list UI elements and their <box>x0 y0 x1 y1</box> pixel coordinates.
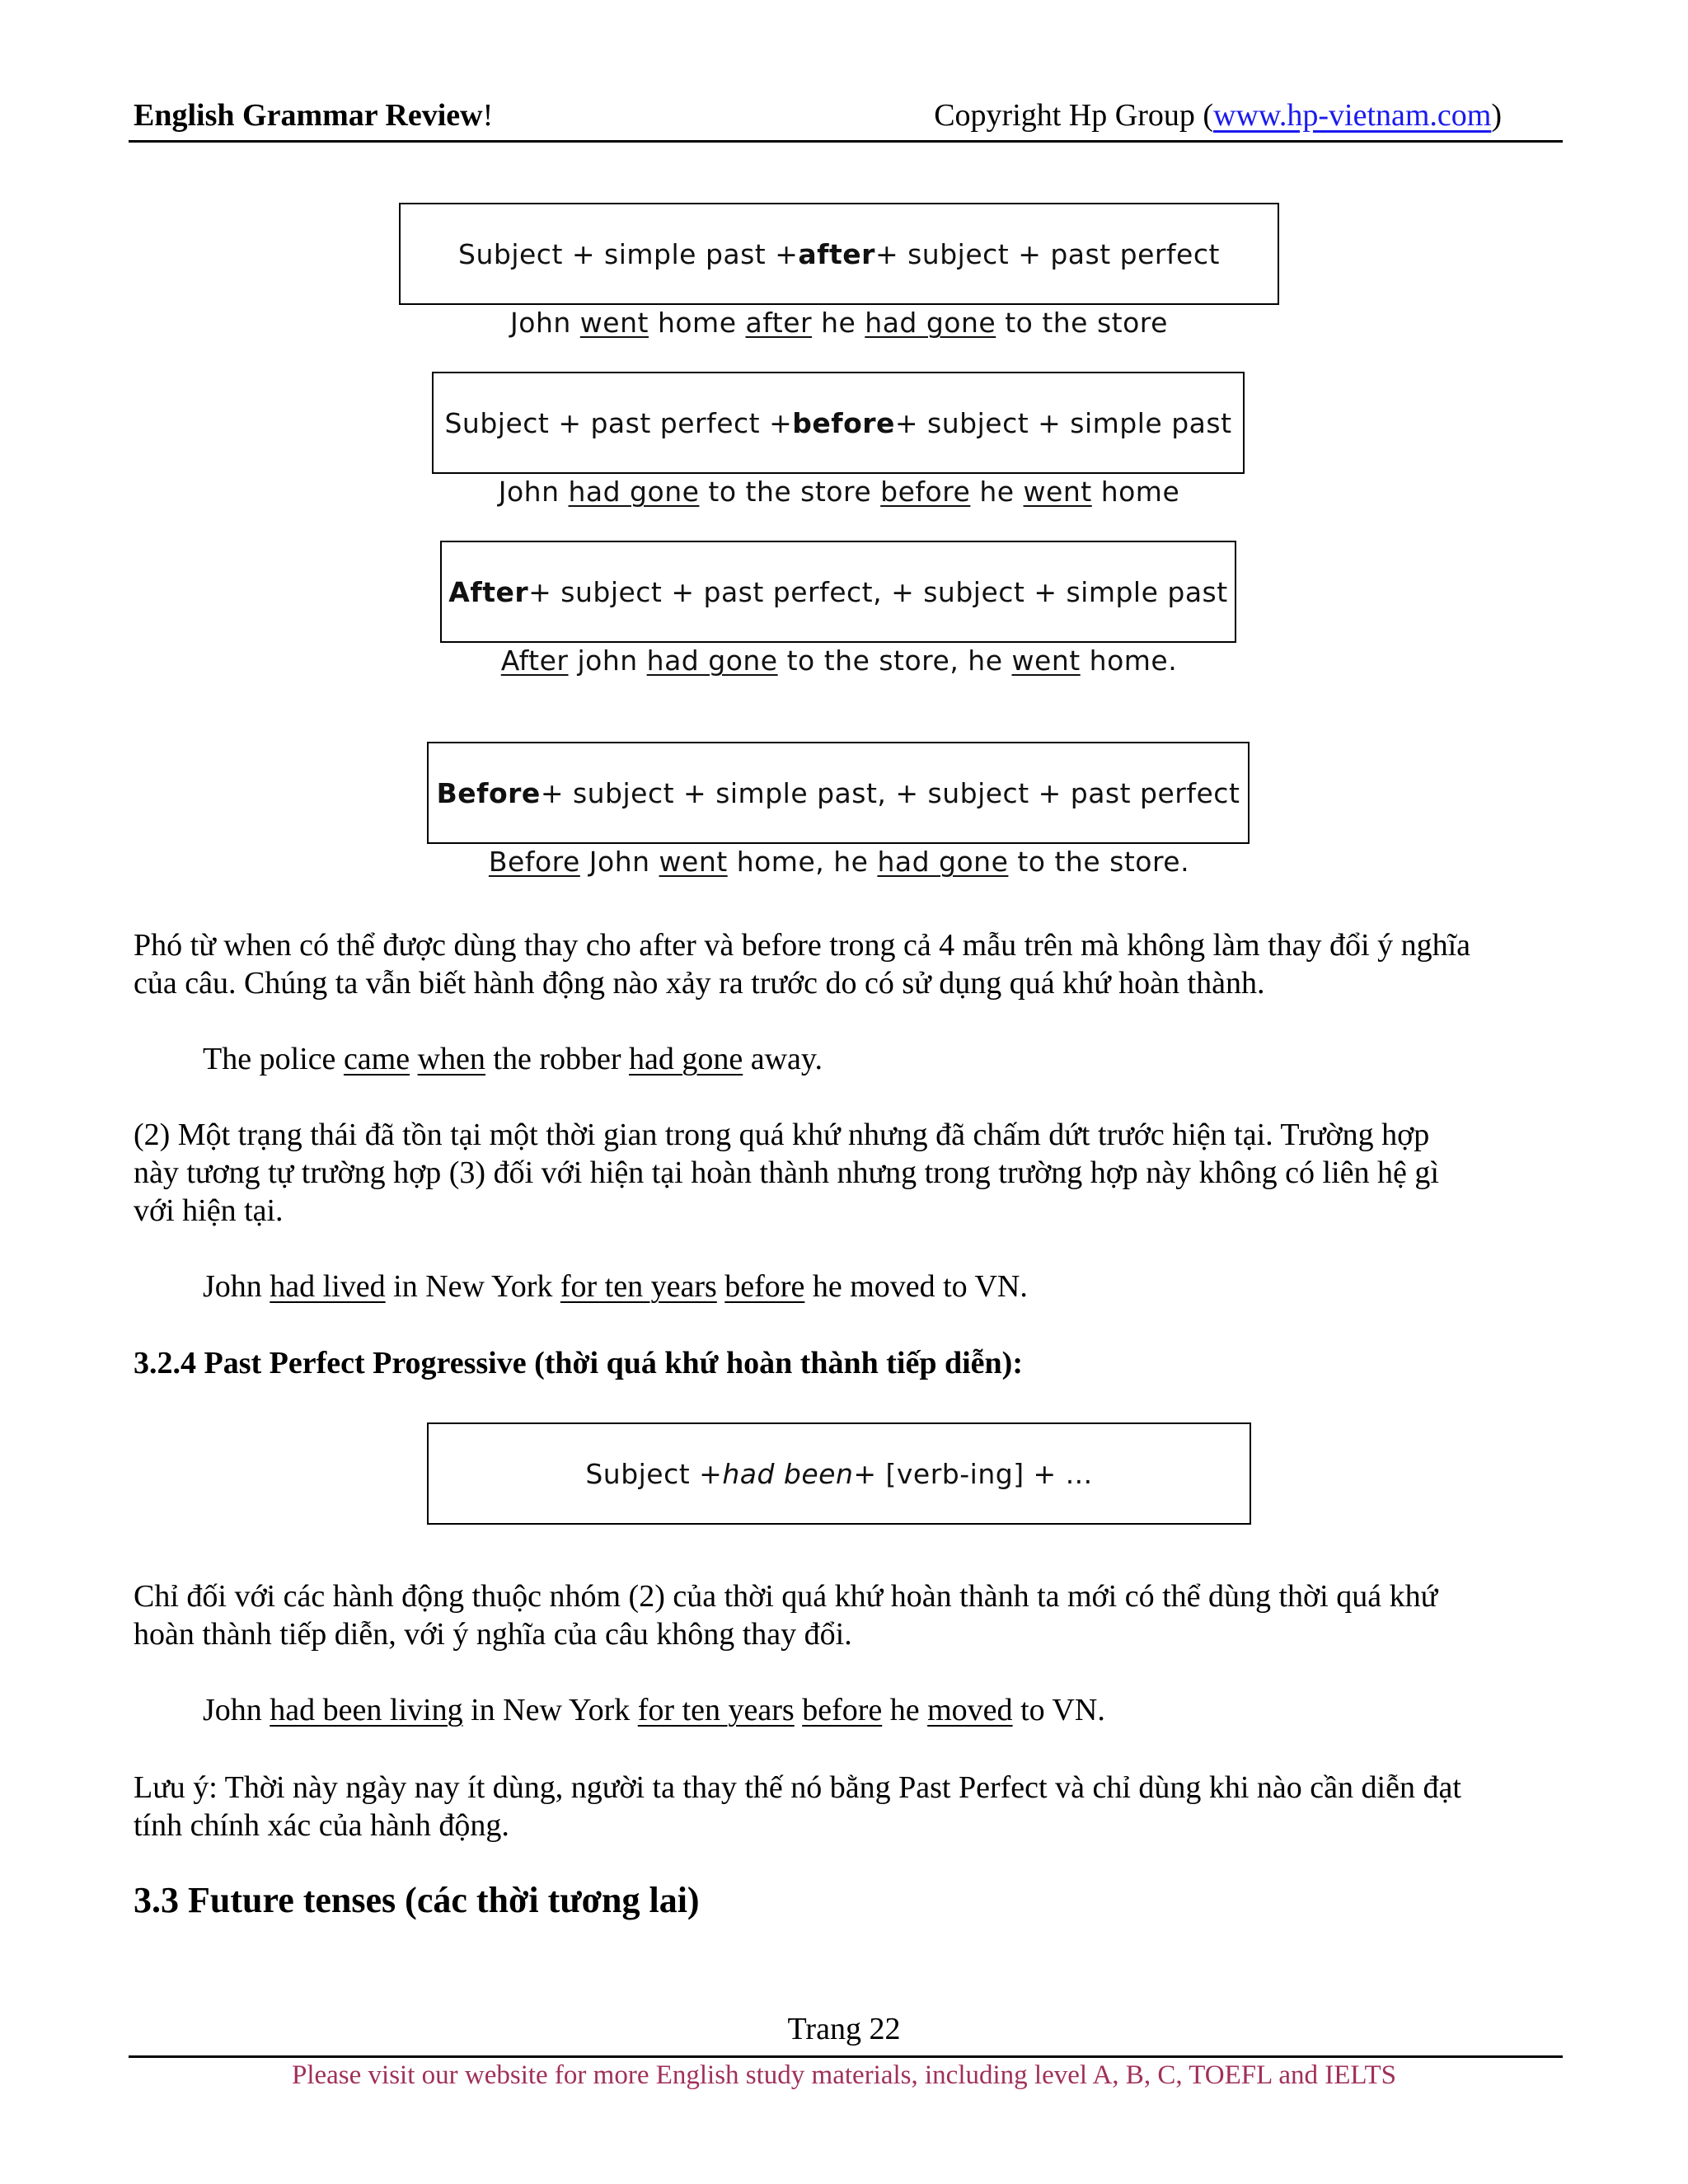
example-text: away. <box>743 1042 823 1076</box>
example-text: john <box>568 644 647 677</box>
example-text: John <box>203 1269 270 1304</box>
example-text: to the store, he <box>777 644 1012 677</box>
copyright-prefix: Copyright Hp Group ( <box>934 98 1213 133</box>
formula-box-after <box>399 203 1279 305</box>
formula-example <box>399 644 1279 677</box>
example-underlined: when <box>417 1042 485 1076</box>
formula-example <box>399 307 1279 339</box>
example-text: John <box>579 846 659 878</box>
example-underlined: before <box>724 1269 805 1304</box>
example-underlined: had gone <box>629 1042 743 1076</box>
example-underlined: after <box>745 307 813 339</box>
paragraph-line: Chỉ đối với các hành động thuộc nhóm (2) của thời quá khứ hoàn thành ta mới có thể dùng thời quá khứ <box>134 1579 1438 1614</box>
example-underlined: had gone <box>877 846 1009 878</box>
example-text: he <box>882 1693 928 1727</box>
example-underlined: went <box>1023 476 1092 508</box>
example-underlined: had lived <box>270 1269 386 1304</box>
formula-example <box>399 846 1279 878</box>
paragraph-when-adverb <box>134 926 1551 1002</box>
example-text: The police <box>203 1042 344 1076</box>
formula-box-past-perfect-progressive <box>427 1422 1251 1525</box>
formula-text: + [verb-ing] + ... <box>853 1457 1093 1490</box>
example-text <box>795 1693 803 1727</box>
example-text: John <box>510 307 580 339</box>
example-text: to the store. <box>1008 846 1190 878</box>
formula-box-before <box>432 372 1245 474</box>
example-underlined: had been living <box>270 1693 463 1727</box>
formula-text: Subject + simple past + <box>458 237 799 270</box>
header-title-suffix: ! <box>482 98 494 133</box>
paragraph-line: hoàn thành tiếp diễn, với ý nghĩa của câu không thay đổi. <box>134 1617 852 1652</box>
example-text: to the store <box>996 307 1168 339</box>
paragraph-line: tính chính xác của hành động. <box>134 1808 509 1843</box>
paragraph-line: của câu. Chúng ta vẫn biết hành động nào xảy ra trước do có sử dụng quá khứ hoàn thành. <box>134 966 1265 1001</box>
example-text: home. <box>1080 644 1178 677</box>
footer-note: Please visit our website for more English study materials, including level A, B, C, TOEFL and IELTS <box>291 2060 1396 2090</box>
paragraph-progressive-usage <box>134 1577 1551 1653</box>
example-text: in New York <box>462 1693 638 1727</box>
paragraph-line: Lưu ý: Thời này ngày nay ít dùng, người ta thay thế nó bằng Past Perfect và chỉ dùng khi nào cần diễn đạt <box>134 1770 1461 1805</box>
example-underlined: for ten years <box>560 1269 717 1304</box>
page-number: Trang 22 <box>787 2012 901 2046</box>
example-text: home <box>648 307 746 339</box>
example-underlined: had gone <box>646 644 778 677</box>
example-underlined: moved <box>927 1693 1013 1727</box>
example-underlined: After <box>500 644 569 677</box>
paragraph-line: (2) Một trạng thái đã tồn tại một thời gian trong quá khứ nhưng đã chấm dứt trước hiện tại. Trường hợp <box>134 1118 1430 1152</box>
example-text <box>410 1042 418 1076</box>
section-heading-3-3: 3.3 Future tenses (các thời tương lai) <box>134 1880 700 1920</box>
formula-example <box>399 476 1279 508</box>
example-text: he <box>812 307 865 339</box>
example-underlined: before <box>880 476 971 508</box>
paragraph-state-past <box>134 1116 1551 1230</box>
footer-divider <box>129 2055 1563 2058</box>
paragraph-line: này tương tự trường hợp (3) đối với hiện tại hoàn thành nhưng trong trường hợp này không có liên hệ gì <box>134 1155 1439 1190</box>
formula-text: + subject + simple past <box>894 406 1232 439</box>
example-underlined: went <box>579 307 649 339</box>
paragraph-note <box>134 1769 1551 1844</box>
header-copyright <box>934 97 1502 134</box>
formula-box-before-leading <box>427 742 1250 844</box>
example-text: John <box>203 1693 270 1727</box>
paragraph-line: Phó từ when có thể được dùng thay cho after và before trong cả 4 mẫu trên mà không làm thay đổi ý nghĩa <box>134 928 1470 963</box>
example-sentence <box>203 1691 1105 1729</box>
example-underlined: went <box>1011 644 1081 677</box>
formula-text: + subject + simple past, + subject + past perfect <box>540 776 1240 809</box>
example-underlined: had gone <box>568 476 700 508</box>
example-text: home, he <box>727 846 878 878</box>
example-text: home <box>1091 476 1180 508</box>
example-underlined: came <box>343 1042 410 1076</box>
website-link[interactable]: www.hp-vietnam.com <box>1213 98 1492 133</box>
formula-keyword: before <box>792 406 895 439</box>
formula-box-after-leading <box>440 541 1236 643</box>
formula-text: + subject + past perfect, + subject + simple past <box>528 575 1228 608</box>
example-underlined: went <box>659 846 728 878</box>
example-text: to the store <box>699 476 881 508</box>
formula-keyword: after <box>798 237 875 270</box>
formula-keyword: After <box>448 575 529 608</box>
example-underlined: before <box>802 1693 883 1727</box>
example-text: John <box>498 476 569 508</box>
header-title-bold: English Grammar Review <box>134 98 483 133</box>
formula-italic: had been <box>722 1457 854 1490</box>
header-title <box>134 97 493 134</box>
formula-text: Subject + <box>585 1457 723 1490</box>
example-sentence <box>203 1268 1028 1305</box>
example-underlined: Before <box>488 846 580 878</box>
example-text: the robber <box>485 1042 630 1076</box>
formula-keyword: Before <box>436 776 541 809</box>
example-text <box>717 1269 725 1304</box>
example-text: he <box>970 476 1024 508</box>
formula-text: + subject + past perfect <box>874 237 1220 270</box>
example-sentence <box>203 1040 823 1078</box>
formula-text: Subject + past perfect + <box>444 406 793 439</box>
example-text: he moved to VN. <box>804 1269 1028 1304</box>
paragraph-line: với hiện tại. <box>134 1193 284 1228</box>
example-text: in New York <box>385 1269 560 1304</box>
example-underlined: had gone <box>865 307 996 339</box>
example-text: to VN. <box>1012 1693 1105 1727</box>
section-heading-3-2-4: 3.2.4 Past Perfect Progressive (thời quá khứ hoàn thành tiếp diễn): <box>134 1346 1023 1380</box>
copyright-suffix: ) <box>1491 98 1502 133</box>
example-underlined: for ten years <box>637 1693 795 1727</box>
header-divider <box>129 140 1563 143</box>
